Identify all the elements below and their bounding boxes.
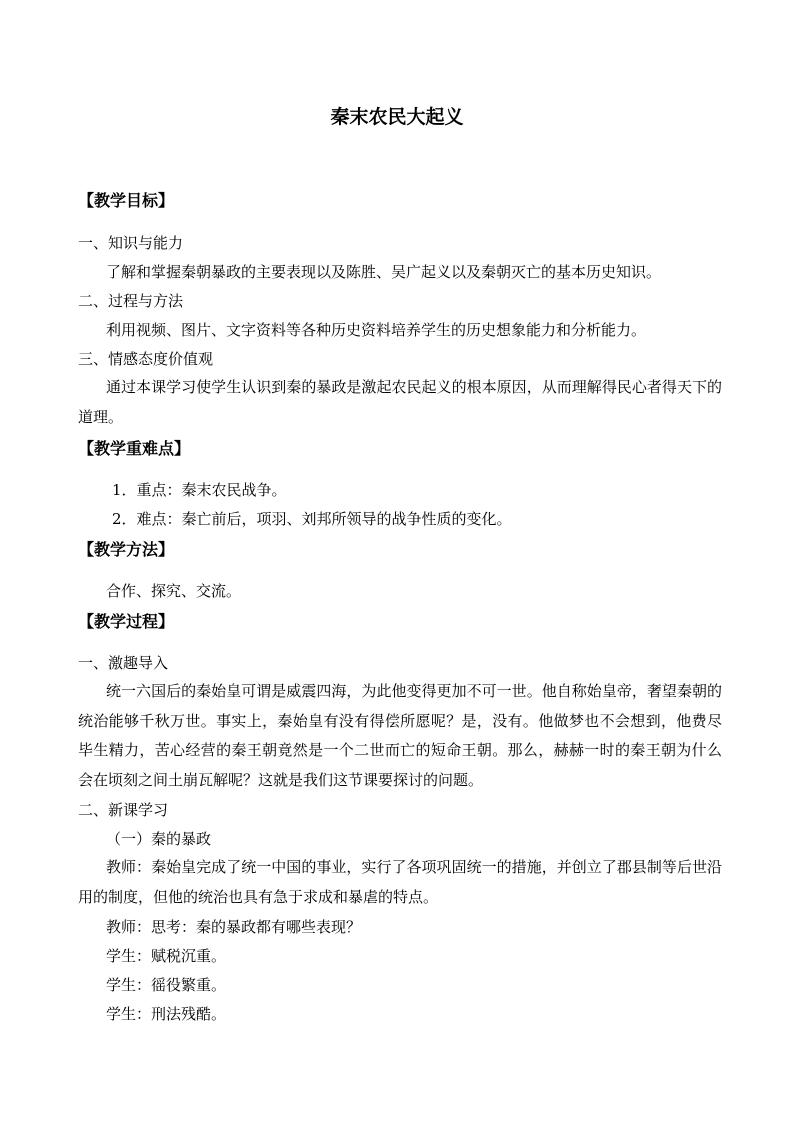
key-point-focus: 1．重点：秦末农民战争。 bbox=[112, 481, 287, 499]
objective-label-knowledge: 一、知识与能力 bbox=[78, 234, 184, 252]
key-points-heading: 【教学重难点】 bbox=[78, 439, 191, 458]
student-answer-1: 学生：赋税沉重。 bbox=[106, 947, 227, 965]
key-point-difficulty: 2．难点：秦亡前后，项羽、刘邦所领导的战争性质的变化。 bbox=[112, 510, 512, 528]
new-lesson-label: 二、新课学习 bbox=[78, 801, 169, 819]
document-title: 秦末农民大起义 bbox=[330, 106, 464, 128]
subsection-label: （一）秦的暴政 bbox=[106, 830, 212, 848]
objective-text-values: 通过本课学习使学生认识到秦的暴政是激起农民起义的根本原因，从而理解得民心者得天下的道理。 bbox=[78, 378, 722, 426]
teacher-statement-1: 教师：秦始皇完成了统一中国的事业，实行了各项巩固统一的措施，并创立了郡县制等后世沿用的制度，但他的统治也具有急于求成和暴虐的特点。 bbox=[78, 858, 722, 906]
student-answer-2: 学生：徭役繁重。 bbox=[106, 976, 227, 994]
process-heading: 【教学过程】 bbox=[78, 612, 175, 631]
teacher-question: 教师：思考：秦的暴政都有哪些表现？ bbox=[106, 918, 362, 936]
student-answer-3: 学生：刑法残酷。 bbox=[106, 1005, 227, 1023]
methods-text: 合作、探究、交流。 bbox=[106, 582, 242, 600]
objective-text-knowledge: 了解和掌握秦朝暴政的主要表现以及陈胜、吴广起义以及秦朝灭亡的基本历史知识。 bbox=[106, 263, 662, 281]
methods-heading: 【教学方法】 bbox=[78, 540, 175, 559]
objective-label-values: 三、情感态度价值观 bbox=[78, 350, 214, 368]
intro-paragraph: 统一六国后的秦始皇可谓是威震四海，为此他变得更加不可一世。他自称始皇帝，奢望秦朝的统治能够千秋万世。事实上，秦始皇有没有得偿所愿呢？是，没有。他做梦也不会想到，他费尽毕生精力，苦心经营的秦王朝竟然是一个二世而亡的短命王朝。那么，赫赫一时的秦王朝为什么会在顷刻之间土崩瓦解呢？这就是我们这节课要探讨的问题。 bbox=[78, 682, 722, 789]
objective-label-process: 二、过程与方法 bbox=[78, 292, 184, 310]
intro-label: 一、激趣导入 bbox=[78, 654, 169, 672]
objectives-heading: 【教学目标】 bbox=[78, 191, 175, 210]
objective-text-process: 利用视频、图片、文字资料等各种历史资料培养学生的历史想象能力和分析能力。 bbox=[106, 321, 647, 339]
